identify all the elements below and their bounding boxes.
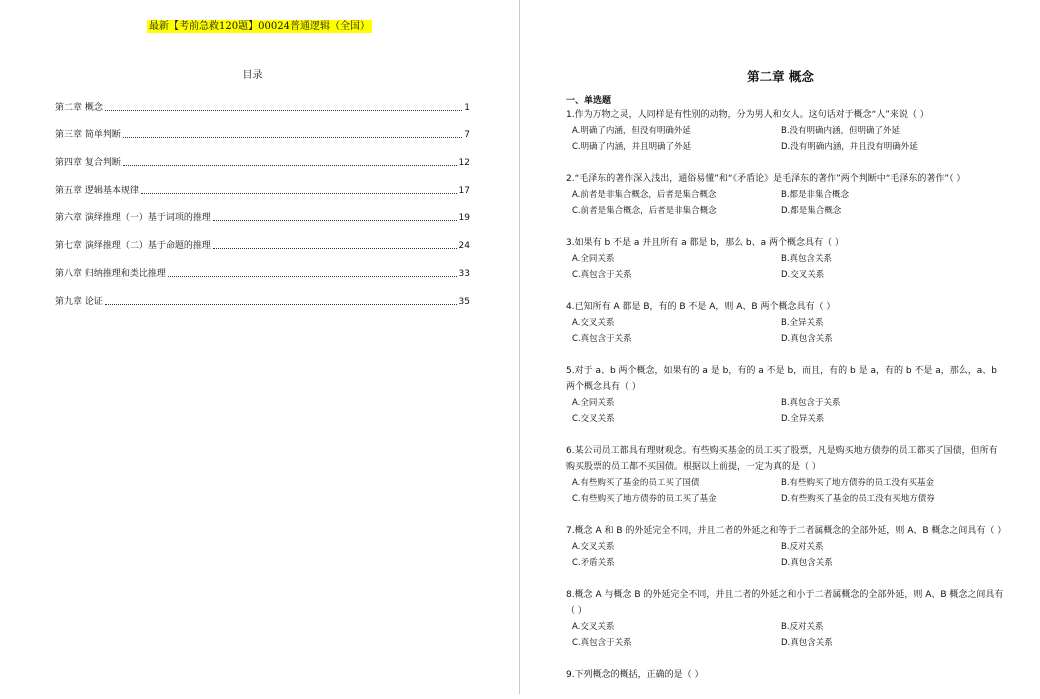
answer-options [566,539,1006,571]
question-stem: 6.某公司员工都具有理财观念。有些购买基金的员工买了股票，凡是购买地方债券的员工都买了国债，但所有购买股票的员工都不买国债。根据以上前提，一定为真的是（ ） [566,446,998,472]
question-stem: 5.对于 a、b 两个概念，如果有的 a 是 b，有的 a 不是 b，而且，有的 b 是 a，有的 b 不是 a，那么，a、b 两个概念具有（ ） [566,366,998,392]
answer-options [566,395,1006,427]
answer-option: C.有些购买了地方债券的员工买了基金 [572,494,717,504]
answer-option: C.明确了内涵，并且明确了外延 [572,142,692,152]
question-item [566,107,1006,155]
toc-dot-leader [168,276,457,277]
answer-option: A.前者是非集合概念，后者是集合概念 [572,190,717,200]
toc-entry-page: 12 [458,158,470,169]
answer-option: A.全同关系 [572,398,615,408]
question-item [566,523,1006,571]
question-item [566,363,1006,427]
toc-dot-leader [105,110,462,111]
document-title-text: 最新【考前急救120题】00024普通逻辑（全国） [149,21,370,32]
question-stem: 3.如果有 b 不是 a 并且所有 a 都是 b，那么 b、a 两个概念具有（ ） [566,238,844,248]
answer-option: A.交叉关系 [572,622,615,632]
answer-option: B.真包含关系 [781,254,833,264]
question-stem: 2.“毛泽东的著作深入浅出，通俗易懂”和“《矛盾论》是毛泽东的著作”两个判断中“毛泽东的著作”（ ） [566,174,966,184]
content-page [521,0,1040,694]
toc-entry-page: 19 [458,213,470,224]
toc-entry-page: 7 [464,130,470,141]
answer-option: C.前者是集合概念，后者是非集合概念 [572,206,717,216]
toc-entry-page: 1 [464,102,470,113]
answer-option: D.真包含关系 [781,334,833,344]
toc-dot-leader [123,165,457,166]
toc-entry-title: 第二章 概念 [55,102,103,113]
answer-options [566,123,1006,155]
answer-option: B.都是非集合概念 [781,190,850,200]
toc-entry-title: 第八章 归纳推理和类比推理 [55,268,166,279]
document-title [0,20,519,34]
toc-entry-page: 17 [458,185,470,196]
answer-option: D.真包含关系 [781,638,833,648]
answer-option: A.交叉关系 [572,542,615,552]
answer-option: A.交叉关系 [572,318,615,328]
answer-option: C.真包含于关系 [572,334,632,344]
question-item [566,587,1006,651]
toc-entry-title: 第三章 简单判断 [55,130,121,141]
question-item [566,299,1006,347]
answer-option: C.真包含于关系 [572,270,632,280]
question-stem: 9.下列概念的概括，正确的是（ ） [566,670,704,680]
table-of-contents [55,86,470,308]
toc-entry[interactable] [55,169,470,197]
answer-option: B.没有明确内涵，但明确了外延 [781,126,901,136]
answer-option: D.都是集合概念 [781,206,842,216]
toc-entry-title: 第五章 逻辑基本规律 [55,185,139,196]
answer-options [566,619,1006,651]
answer-option: C.真包含于关系 [572,638,632,648]
question-item [566,443,1006,507]
toc-entry[interactable] [55,252,470,280]
toc-entry-page: 24 [458,241,470,252]
toc-entry-title: 第九章 论证 [55,296,103,307]
question-stem: 7.概念 A 和 B 的外延完全不同，并且二者的外延之和等于二者属概念的全部外延，则 A、B 概念之间具有（ ） [566,526,1007,536]
toc-entry[interactable] [55,224,470,252]
answer-option: B.真包含于关系 [781,398,841,408]
toc-entry[interactable] [55,280,470,308]
answer-option: D.交叉关系 [781,270,825,280]
toc-dot-leader [213,248,457,249]
answer-option: B.有些购买了地方债券的员工没有买基金 [781,478,935,488]
toc-entry[interactable] [55,197,470,225]
toc-heading: 目录 [242,70,263,81]
question-stem: 4.已知所有 A 都是 B，有的 B 不是 A，则 A、B 两个概念具有（ ） [566,302,836,312]
answer-option: D.真包含关系 [781,558,833,568]
toc-dot-leader [123,137,462,138]
toc-dot-leader [213,220,457,221]
answer-option: B.反对关系 [781,622,824,632]
toc-page [0,0,519,694]
answer-option: D.全异关系 [781,414,825,424]
toc-entry[interactable] [55,141,470,169]
answer-option: D.没有明确内涵，并且没有明确外延 [781,142,918,152]
answer-options [566,315,1006,347]
answer-option: D.有些购买了基金的员工没有买地方债券 [781,494,935,504]
question-stem: 8.概念 A 与概念 B 的外延完全不同，并且二者的外延之和小于二者属概念的全部外延，则 A、B 概念之间具有（ ） [566,590,1004,616]
toc-dot-leader [141,193,457,194]
answer-option: A.全同关系 [572,254,615,264]
answer-options [566,251,1006,283]
answer-option: B.全异关系 [781,318,824,328]
answer-option: A.有些购买了基金的员工买了国债 [572,478,700,488]
section-label: 一、单选题 [566,96,612,106]
answer-options [566,187,1006,219]
toc-entry-page: 35 [458,296,470,307]
answer-option: C.矛盾关系 [572,558,615,568]
toc-entry-title: 第七章 演绎推理（二）基于命题的推理 [55,241,211,252]
answer-option: B.反对关系 [781,542,824,552]
toc-entry-title: 第六章 演绎推理（一）基于词项的推理 [55,213,211,224]
toc-entry-title: 第四章 复合判断 [55,158,121,169]
question-stem: 1.作为万物之灵，人同样是有性别的动物，分为男人和女人。这句话对于概念“人”来说（ ） [566,110,929,120]
toc-dot-leader [105,304,457,305]
answer-option: C.交叉关系 [572,414,615,424]
question-item [566,235,1006,283]
toc-entry[interactable] [55,86,470,114]
question-item [566,667,1006,683]
toc-entry-page: 33 [458,268,470,279]
answer-options [566,475,1006,507]
chapter-title: 第二章 概念 [747,69,814,84]
answer-option: A.明确了内涵，但没有明确外延 [572,126,691,136]
page-divider [519,0,520,694]
question-list [566,107,1006,699]
question-item [566,171,1006,219]
toc-entry[interactable] [55,114,470,142]
